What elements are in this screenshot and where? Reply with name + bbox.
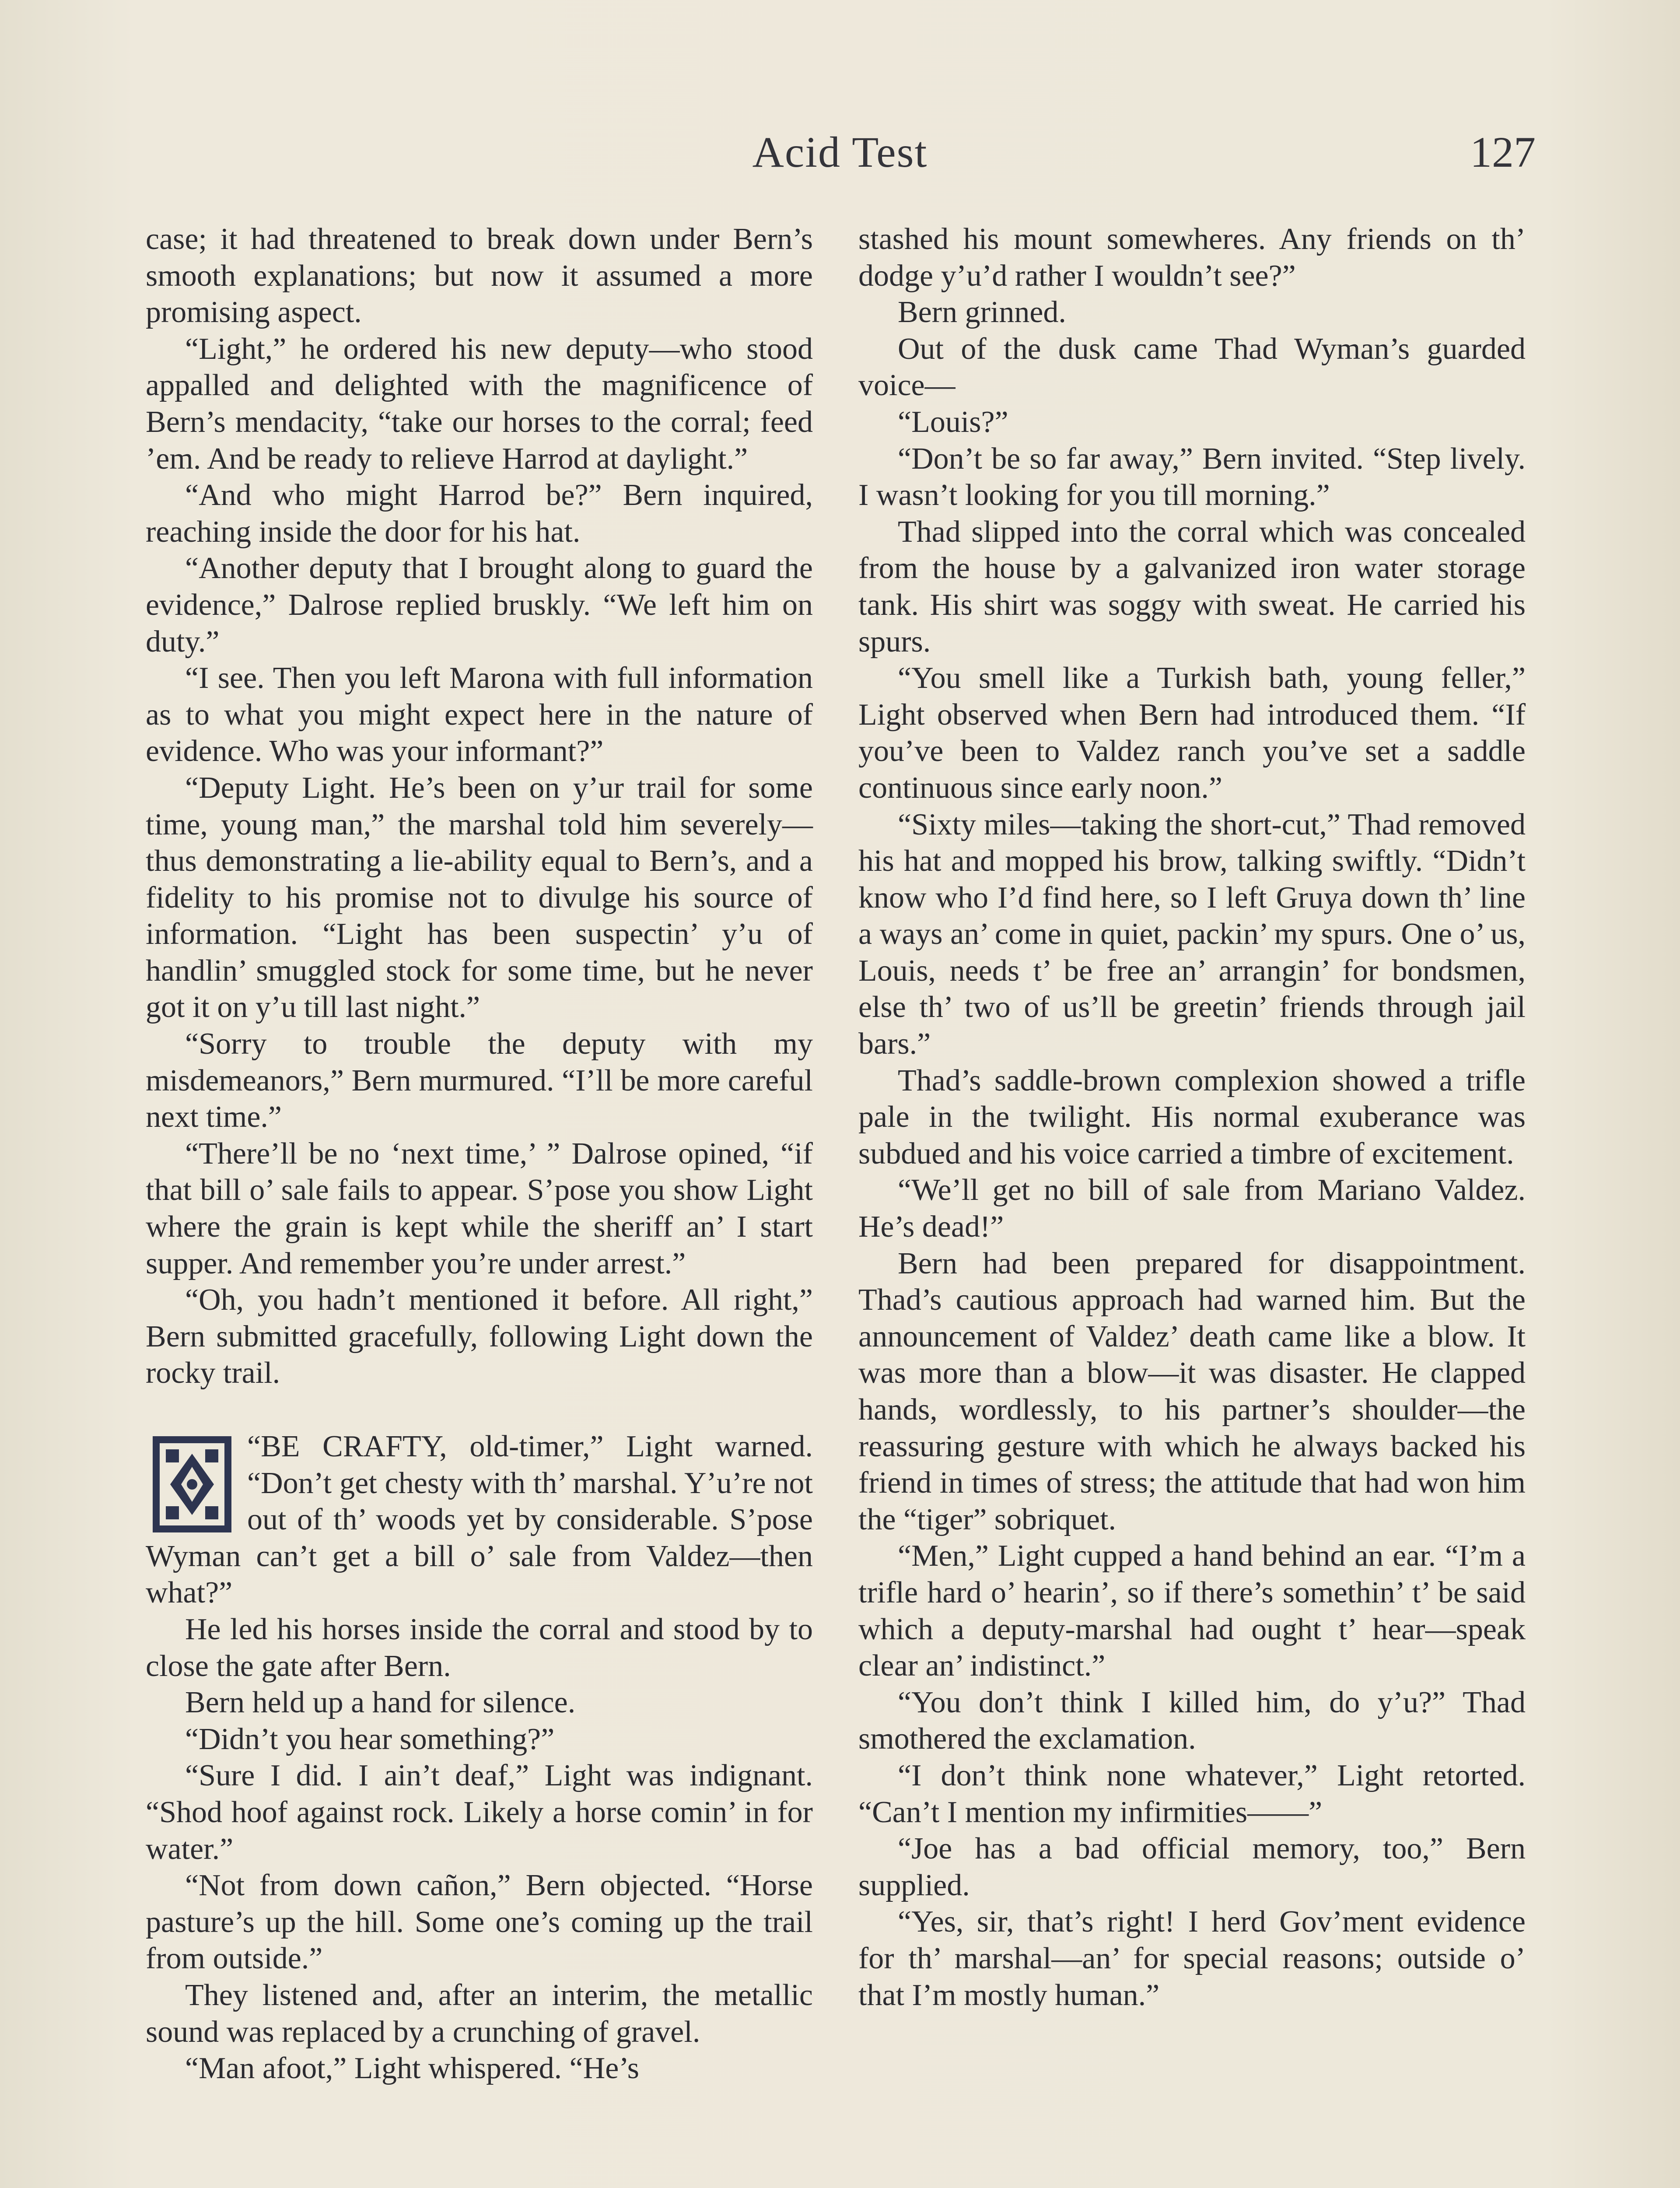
paragraph: Bern had been prepared for disappointment. Thad’s cautious approach had warned him. But the announcement of Valdez’ death came like a blow. It was more than a blow—it was disaster. He clapped hands, wordlessly, to his partner’s shoulder—the reassuring gesture with which he always backed his friend in times of stress; the attitude that had won him the “tiger” sobriquet. (858, 1246, 1526, 1536)
paragraph: Thad’s saddle-brown complexion showed a trifle pale in the twilight. His normal exuberance was subdued and his voice carried a timbre of excitement. (858, 1063, 1526, 1171)
paragraph: “Oh, you hadn’t mentioned it before. All right,” Bern submitted gracefully, following Light down the rocky trail. (146, 1283, 813, 1390)
paragraph: “You smell like a Turkish bath, young feller,” Light observed when Bern had introduced them. “If you’ve been to Valdez ranch you’ve set a saddle continuous since early noon.” (858, 661, 1526, 805)
paragraph: case; it had threatened to break down under Bern’s smooth explanations; but now it assumed a more promising aspect. (146, 222, 813, 330)
paragraph: “Deputy Light. He’s been on y’ur trail for some time, young man,” the marshal told him severely—thus demonstrating a lie-ability equal to Bern’s, and a fidelity to his promise not to divulge his source of information. “Light has been suspectin’ y’u of handlin’ smuggled stock for some time, but he never got it on y’u till last night.” (146, 771, 813, 1024)
paragraph: He led his horses inside the corral and stood by to close the gate after Bern. (146, 1612, 813, 1683)
paragraph: “Sixty miles—taking the short-cut,” Thad removed his hat and mopped his brow, talking swiftly. “Didn’t know who I’d find here, so I left Gruya down th’ line a ways an’ come in quiet, packin’ my spurs. One o’ us, Louis, needs t’ be free an’ arrangin’ for bondsmen, else th’ two of us’ll be greetin’ friends through jail bars.” (858, 807, 1526, 1061)
paragraph: “There’ll be no ‘next time,’ ” Dalrose opined, “if that bill o’ sale fails to appear. S’pose you show Light where the grain is kept while the sheriff an’ I start supper. And remember you’re under arrest.” (146, 1136, 813, 1280)
paragraph: “Not from down cañon,” Bern objected. “Horse pasture’s up the hill. Some one’s coming up the trail from outside.” (146, 1869, 813, 1976)
paragraph: “We’ll get no bill of sale from Mariano Valdez. He’s dead!” (858, 1173, 1526, 1244)
paragraph: “Louis?” (898, 405, 1008, 439)
paragraph: “And who might Harrod be?” Bern inquired, reaching inside the door for his hat. (146, 478, 813, 549)
paragraph: Thad slipped into the corral which was concealed from the house by a galvanized iron water storage tank. His shirt was soggy with sweat. He carried his spurs. (858, 515, 1526, 659)
paragraph: “Another deputy that I brought along to guard the evidence,” Dalrose replied bruskly. “We left him on duty.” (146, 551, 813, 659)
paragraph: “Joe has a bad official memory, too,” Bern supplied. (858, 1832, 1526, 1902)
paragraph: Bern grinned. (898, 295, 1066, 330)
paragraph: They listened and, after an interim, the metallic sound was replaced by a crunching of gravel. (146, 1978, 813, 2049)
paragraph: “Light,” he ordered his new deputy—who stood appalled and delighted with the magnificence of Bern’s mendacity, “take our horses to the corral; feed ’em. And be ready to relieve Harrod at daylight.” (146, 332, 813, 476)
paragraph: “BE CRAFTY, old-timer,” Light warned. “Don’t get chesty with th’ marshal. Y’u’re not out of th’ woods yet by considerable. S’pose Wyman can’t get a bill o’ sale from Valdez—then what?” (146, 1430, 813, 1610)
section-break (146, 1392, 813, 1428)
paragraph: “I don’t think none whatever,” Light retorted. “Can’t I mention my infirmities——” (858, 1758, 1526, 1829)
page-number: 127 (1470, 128, 1536, 176)
paragraph: “Sorry to trouble the deputy with my misdemeanors,” Bern murmured. “I’ll be more careful next time.” (146, 1027, 813, 1134)
running-title: Acid Test (752, 128, 928, 176)
decorative-ornament-icon (148, 1432, 236, 1537)
paragraph: stashed his mount somewheres. Any friends on th’ dodge y’u’d rather I wouldn’t see?” (858, 222, 1526, 293)
paragraph: “Men,” Light cupped a hand behind an ear. “I’m a trifle hard o’ hearin’, so if there’s somethin’ t’ be said which a deputy-marshal had ought t’ hear—speak clear an’ indistinct.” (858, 1539, 1526, 1683)
left-column (146, 221, 813, 2087)
paragraph: Out of the dusk came Thad Wyman’s guarded voice— (858, 332, 1526, 403)
paragraph: “I see. Then you left Marona with full information as to what you might expect here in the nature of evidence. Who was your informant?” (146, 661, 813, 768)
paragraph: “Didn’t you hear something?” (185, 1722, 555, 1756)
section-opening (146, 1428, 813, 1611)
paragraph: “Don’t be so far away,” Bern invited. “Step lively. I wasn’t looking for you till morning.” (858, 442, 1526, 512)
paragraph: “You don’t think I killed him, do y’u?” Thad smothered the exclamation. (858, 1685, 1526, 1756)
paragraph: “Man afoot,” Light whispered. “He’s (185, 2051, 640, 2086)
right-column (858, 221, 1526, 2013)
paragraph: “Sure I did. I ain’t deaf,” Light was indignant. “Shod hoof against rock. Likely a horse comin’ in for water.” (146, 1759, 813, 1866)
paragraph: “Yes, sir, that’s right! I herd Gov’ment evidence for th’ marshal—an’ for special reasons; outside o’ that I’m mostly human.” (858, 1905, 1526, 2012)
paragraph: Bern held up a hand for silence. (185, 1686, 576, 1720)
